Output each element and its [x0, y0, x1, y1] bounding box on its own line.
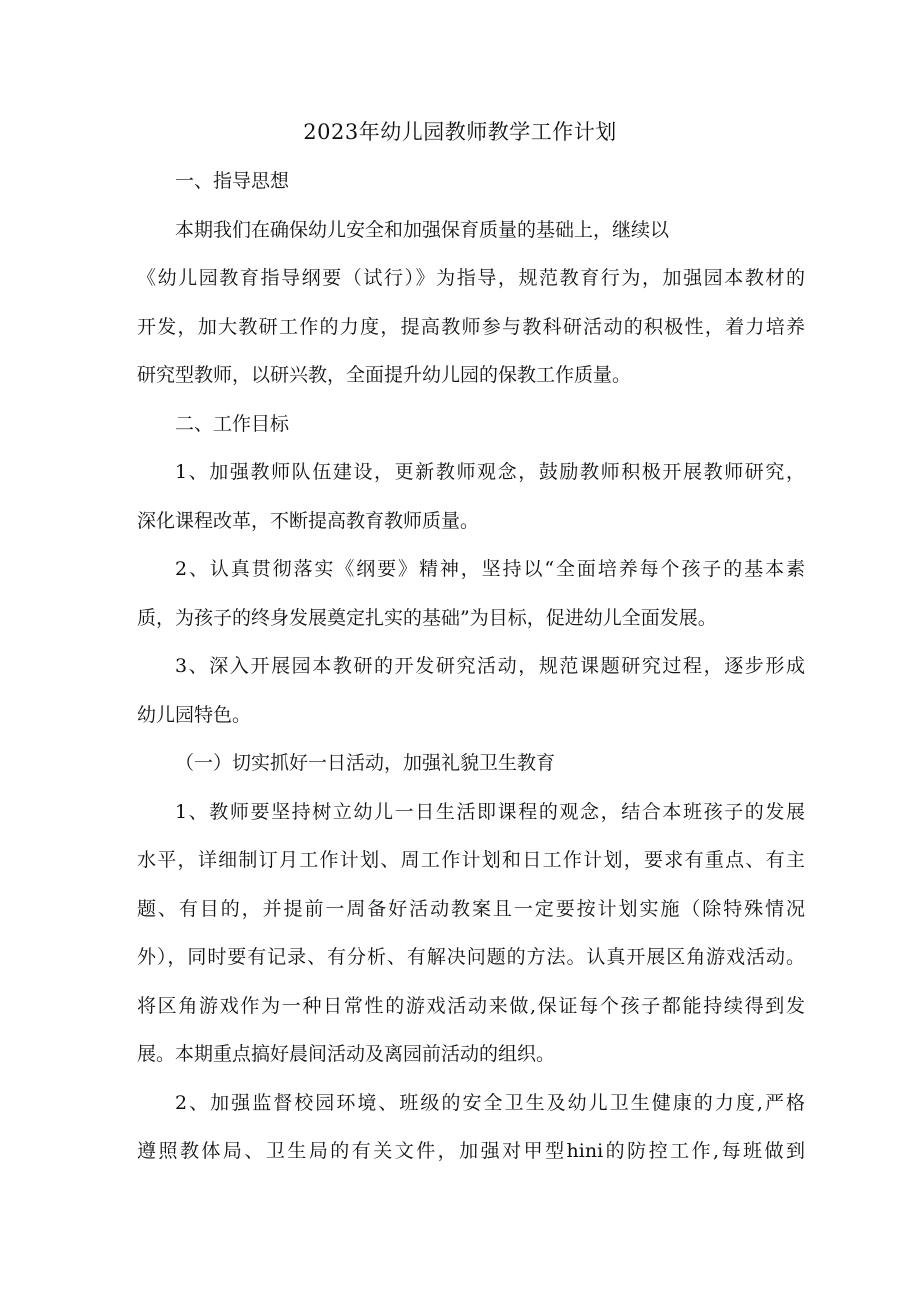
- section-heading-work-goals: [137, 408, 805, 441]
- paragraph-line: 1、教师要坚持树立幼儿一日生活即课程的观念，结合本班孩子的发展: [175, 800, 805, 823]
- paragraph-item-2: [137, 1087, 805, 1169]
- paragraph-line: 水平，详细制订月工作计划、周工作计划和日工作计划，要求有重点、有主: [137, 849, 805, 871]
- heading-text: 一、指导思想: [175, 170, 290, 192]
- heading-text: （一）切实抓好一日活动，加强礼貌卫生教育: [175, 752, 556, 774]
- paragraph-line: 题、有目的，并提前一周备好活动教案且一定要按计划实施（除特殊情况: [137, 897, 805, 920]
- document-title: 2023年幼儿园教师教学工作计划: [303, 120, 617, 144]
- paragraph-line: 2、加强监督校园环境、班级的安全卫生及幼儿卫生健康的力度,严格: [175, 1091, 805, 1114]
- document-body: [137, 165, 805, 1168]
- paragraph-line: 展。本期重点搞好晨间活动及离园前活动的组织。: [137, 1043, 556, 1065]
- paragraph-line: 质，为孩子的终身发展奠定扎实的基础”为目标，促进幼儿全面发展。: [137, 606, 717, 629]
- paragraph-line: 幼儿园特色。: [137, 703, 252, 726]
- paragraph-line: 1、加强教师队伍建设，更新教师观念，鼓励教师积极开展教师研究，: [175, 461, 805, 483]
- paragraph-intro: [137, 214, 805, 393]
- paragraph-goal-2: [137, 553, 805, 635]
- paragraph-line: 将区角游戏作为一种日常性的游戏活动来做,保证每个孩子都能持续得到发: [137, 994, 805, 1017]
- paragraph-line: 《幼儿园教育指导纲要（试行）》为指导，规范教育行为，加强园本教材的: [137, 267, 805, 289]
- paragraph-line: 开发，加大教研工作的力度，提高教师参与教科研活动的积极性，着力培养: [137, 315, 805, 338]
- paragraph-goal-1: [137, 456, 805, 538]
- sub-heading-daily-activities: [137, 747, 805, 780]
- paragraph-item-1: [137, 796, 805, 1072]
- paragraph-goal-3: [137, 650, 805, 732]
- heading-text: 二、工作目标: [175, 412, 290, 435]
- section-heading-guiding-ideology: [137, 165, 805, 198]
- paragraph-line: 2、认真贯彻落实《纲要》精神，坚持以“全面培养每个孩子的基本素: [175, 558, 805, 580]
- paragraph-line: 遵照教体局、卫生局的有关文件，加强对甲型hini的防控工作,每班做到: [137, 1140, 805, 1162]
- paragraph-line: 外），同时要有记录、有分析、有解决问题的方法。认真开展区角游戏活动。: [137, 946, 805, 968]
- paragraph-line: 研究型教师，以研兴教，全面提升幼儿园的保教工作质量。: [137, 364, 632, 386]
- paragraph-line: 深化课程改革，不断提高教育教师质量。: [137, 509, 480, 532]
- paragraph-line: 本期我们在确保幼儿安全和加强保育质量的基础上，继续以: [175, 218, 670, 241]
- paragraph-line: 3、深入开展园本教研的开发研究活动，规范课题研究过程，逐步形成: [175, 655, 805, 677]
